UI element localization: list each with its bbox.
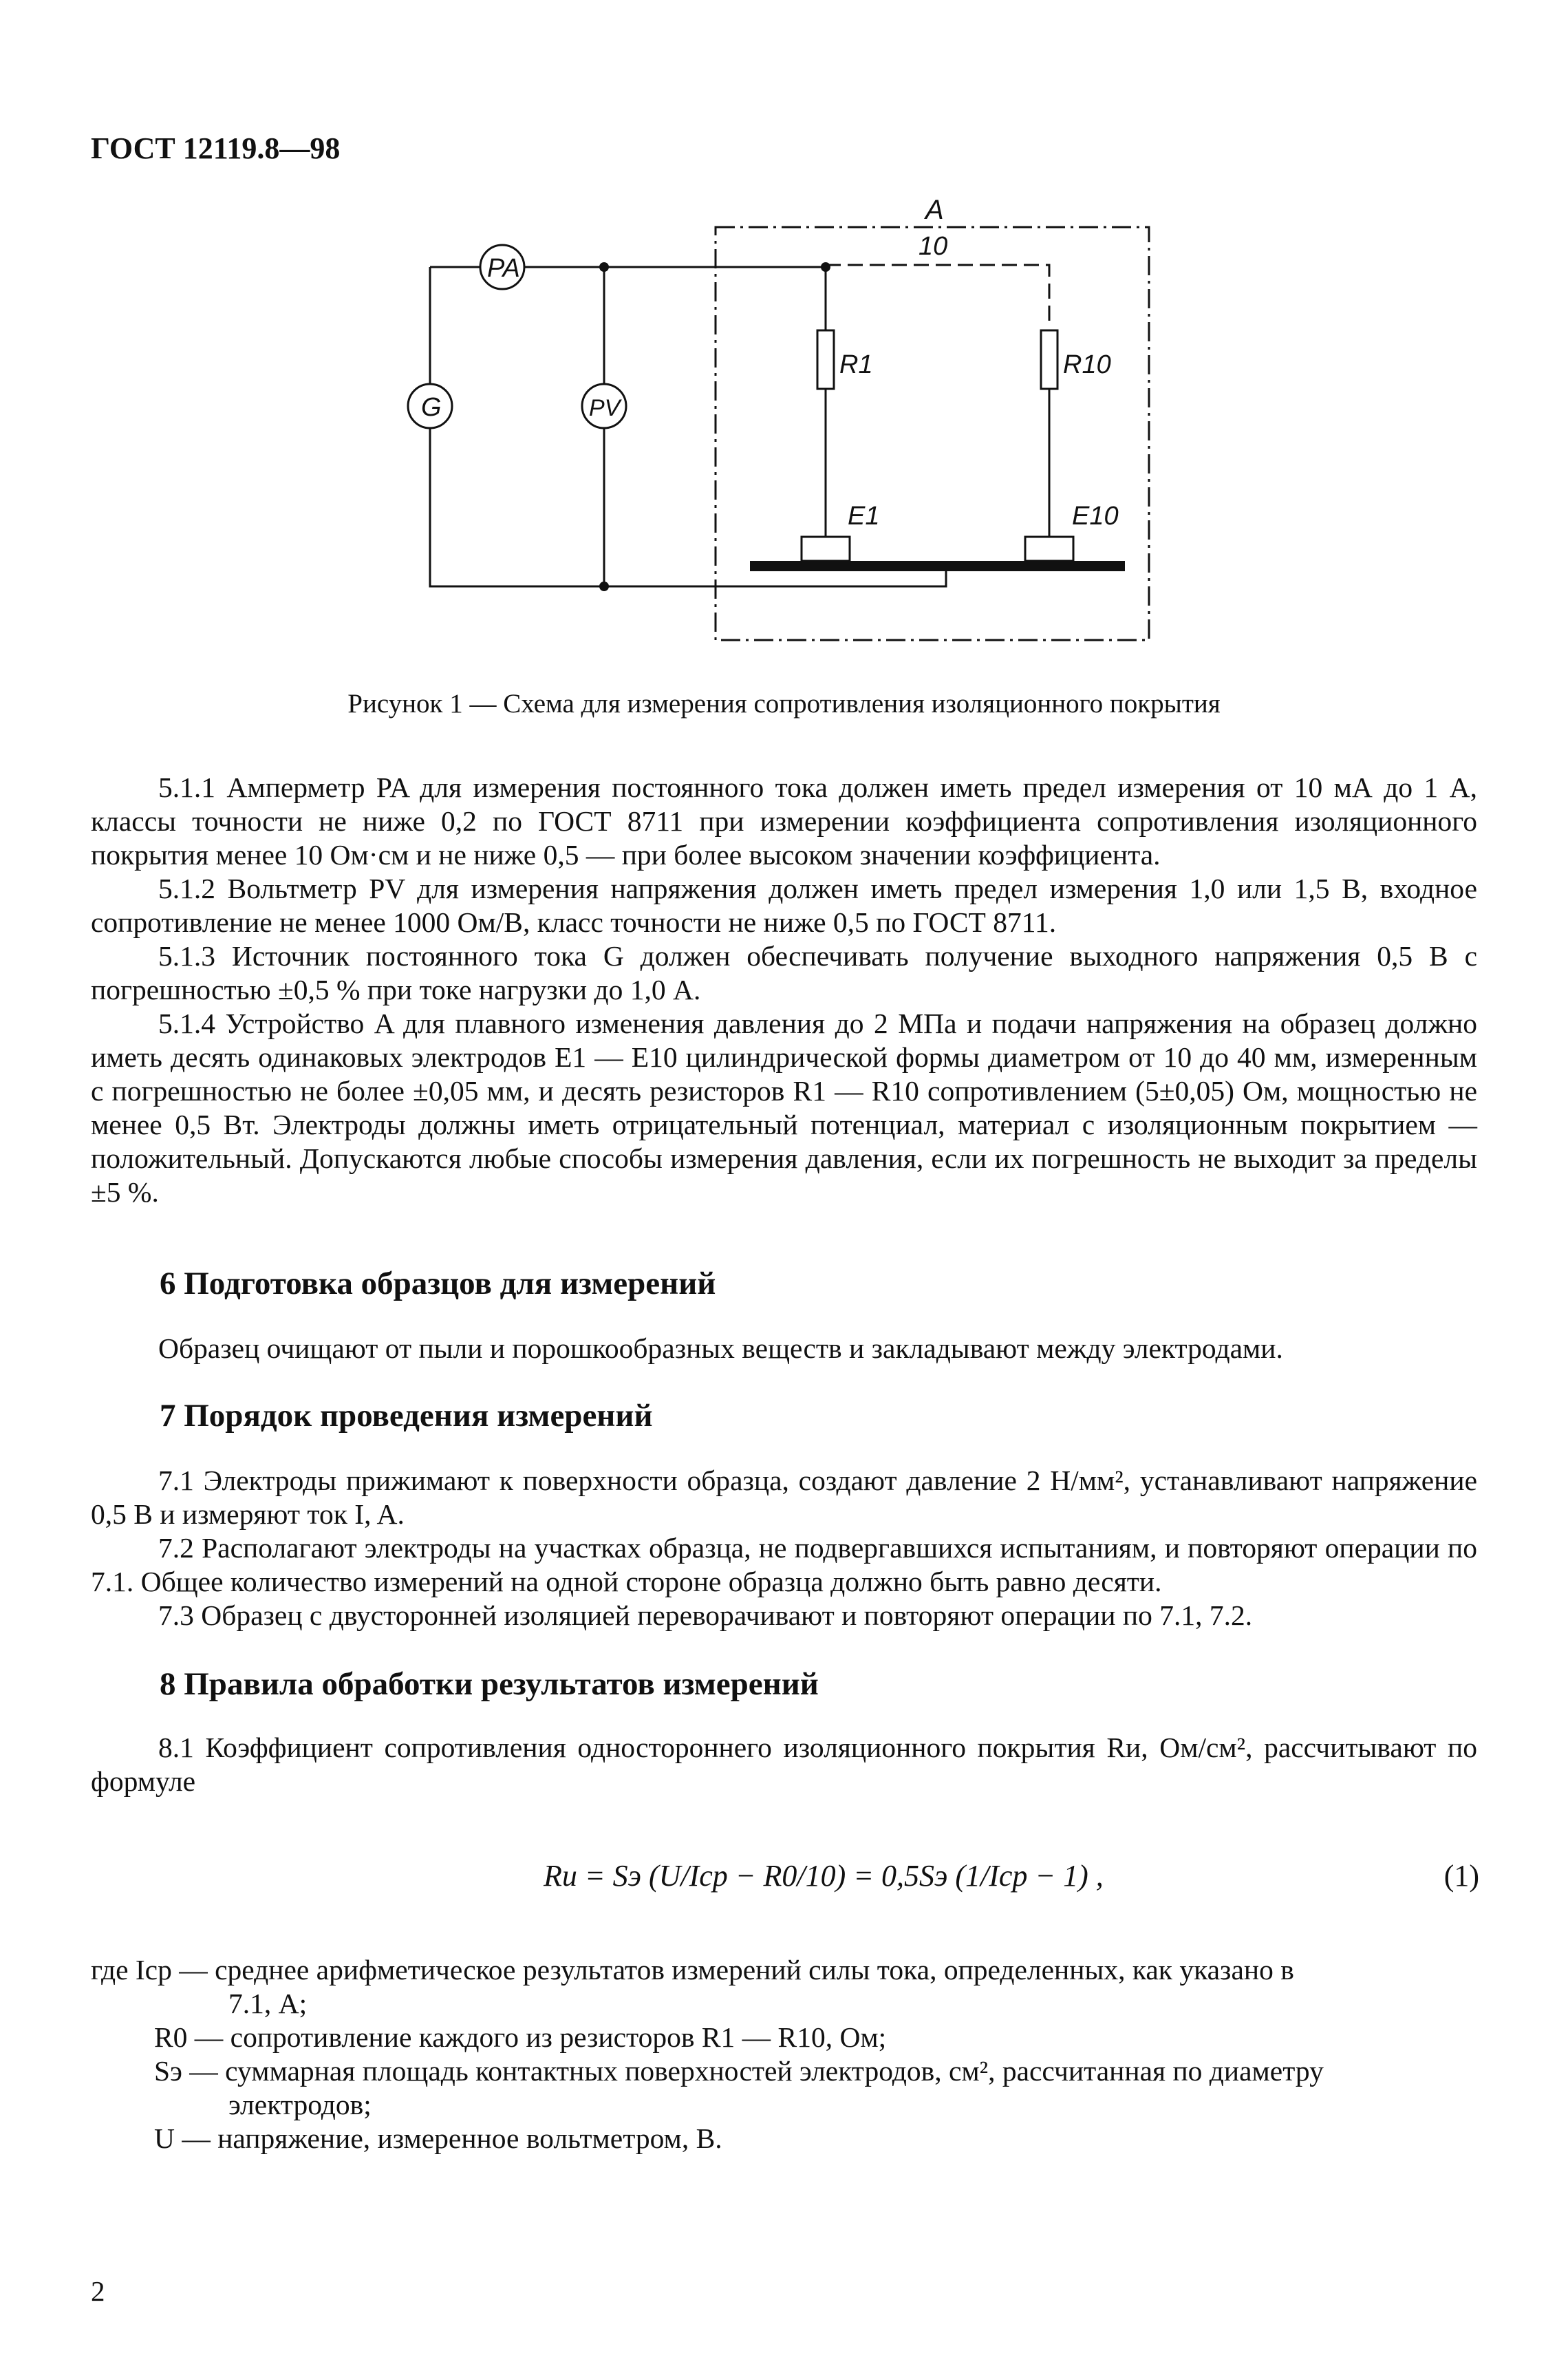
paragraph-5-1-3: 5.1.3 Источник постоянного тока G должен обеспечивать получение выходного напряжения 0,5 В с погрешностью ±0,5 % при токе нагрузки до 1,0 А. [91,940,1477,1005]
paragraph-7-2: 7.2 Располагают электроды на участках образца, не подвергавшихся испытаниям, и повторяют операции по 7.1. Общее количество измерений на одной стороне образца должно быть равно десяти. [91,1532,1477,1597]
paragraph-6: Образец очищают от пыли и порошкообразных веществ и закладывают между электродами. [158,1332,1283,1364]
section-6-body [91,1332,1477,1365]
definition-s [91,2054,1477,2122]
circuit-svg [385,186,1170,661]
definition-i-text: где Iср — среднее арифметическое результатов измерений силы тока, определенных, как указано в [91,1954,1294,1986]
paragraph-7-1: 7.1 Электроды прижимают к поверхности образца, создают давление 2 Н/мм², устанавливают напряжение 0,5 В и измеряют ток I, A. [91,1465,1477,1530]
section-8-body [91,1731,1477,1798]
paragraph-7-3: 7.3 Образец с двусторонней изоляцией переворачивают и повторяют операции по 7.1, 7.2. [158,1599,1253,1631]
label-r1: R1 [839,350,873,379]
formula-1 [544,1831,1479,1927]
wire-dashed-r10 [826,265,1049,327]
resistor-r1 [817,330,834,389]
label-e1: E1 [848,502,880,531]
figure-caption: Рисунок 1 — Схема для измерения сопротивления изоляционного покрытия [347,689,1221,719]
label-g: G [421,393,442,422]
device-a-boundary [716,227,1149,640]
junction-bottom [599,582,609,591]
definition-s-continuation: электродов; [228,2089,372,2120]
circuit-diagram [385,186,1170,661]
paragraph-5-1-2: 5.1.2 Вольтметр PV для измерения напряжения должен иметь предел измерения 1,0 или 1,5 В, входное сопротивление не менее 1000 Ом/В, класс точности не ниже 0,5 по ГОСТ 8711. [91,873,1477,938]
paragraph-8-1: 8.1 Коэффициент сопротивления одностороннего изоляционного покрытия Rи, Ом/см², рассчитывают по формуле [91,1732,1477,1797]
section-6-heading: 6 Подготовка образцов для измерений [160,1266,716,1301]
label-10: 10 [919,232,948,261]
definition-r0 [91,2021,1477,2054]
definition-i-continuation: 7.1, А; [228,1988,308,2019]
paragraph-5-1-1: 5.1.1 Амперметр PA для измерения постоянного тока должен иметь предел измерения от 10 мА до 1 А, классы точности не ниже 0,2 по ГОСТ 8711 при измерении коэффициента сопротивления изоляционного покрытия менее 10 Ом·см и не ниже 0,5 — при более высоком значении коэффициента. [91,772,1477,871]
label-e10: E10 [1072,502,1119,531]
definition-i [91,1953,1477,2021]
definition-s-text: Sэ — суммарная площадь контактных поверхностей электродов, см², рассчитанная по диаметру [154,2055,1324,2087]
section-5-body [91,771,1477,1209]
label-r10: R10 [1063,350,1111,379]
specimen-plate [750,561,1125,571]
formula-text: Rи = Sэ (U/Iср − R0/10) = 0,5Sэ (1/Iср − 1) , [544,1859,1104,1893]
electrode-e10 [1025,537,1073,561]
document-header: ГОСТ 12119.8—98 [91,131,341,165]
junction-top [599,262,609,272]
section-7-body [91,1464,1477,1632]
electrode-e1 [802,537,850,561]
section-7-heading: 7 Порядок проведения измерений [160,1398,653,1434]
label-pa: PA [487,254,520,283]
formula-definitions [91,1953,1477,2156]
resistor-r10 [1041,330,1057,389]
definition-u [91,2122,1477,2156]
formula-number: (1) [1443,1859,1479,1893]
label-pv: PV [589,395,621,421]
page-number: 2 [91,2275,105,2307]
section-8-heading: 8 Правила обработки результатов измерений [160,1666,819,1702]
definition-u-text: U — напряжение, измеренное вольтметром, В. [154,2122,722,2154]
definition-r0-text: R0 — сопротивление каждого из резисторов R1 — R10, Ом; [154,2021,887,2053]
paragraph-5-1-4: 5.1.4 Устройство A для плавного изменения давления до 2 МПа и подачи напряжения на образец должно иметь десять одинаковых электродов E1 — E10 цилиндрической формы диаметром от 10 до 40 мм, измеренным с погрешностью не более ±0,05 мм, и десять резисторов R1 — R10 сопротивлением (5±0,05) Ом, мощностью не менее 0,5 Вт. Электроды должны иметь отрицательный потенциал, материал с изоляционным покрытием — положительный. Допускаются любые способы измерения давления, если их погрешность не выходит за пределы ±5 %. [91,1008,1477,1208]
label-a: A [925,195,944,225]
